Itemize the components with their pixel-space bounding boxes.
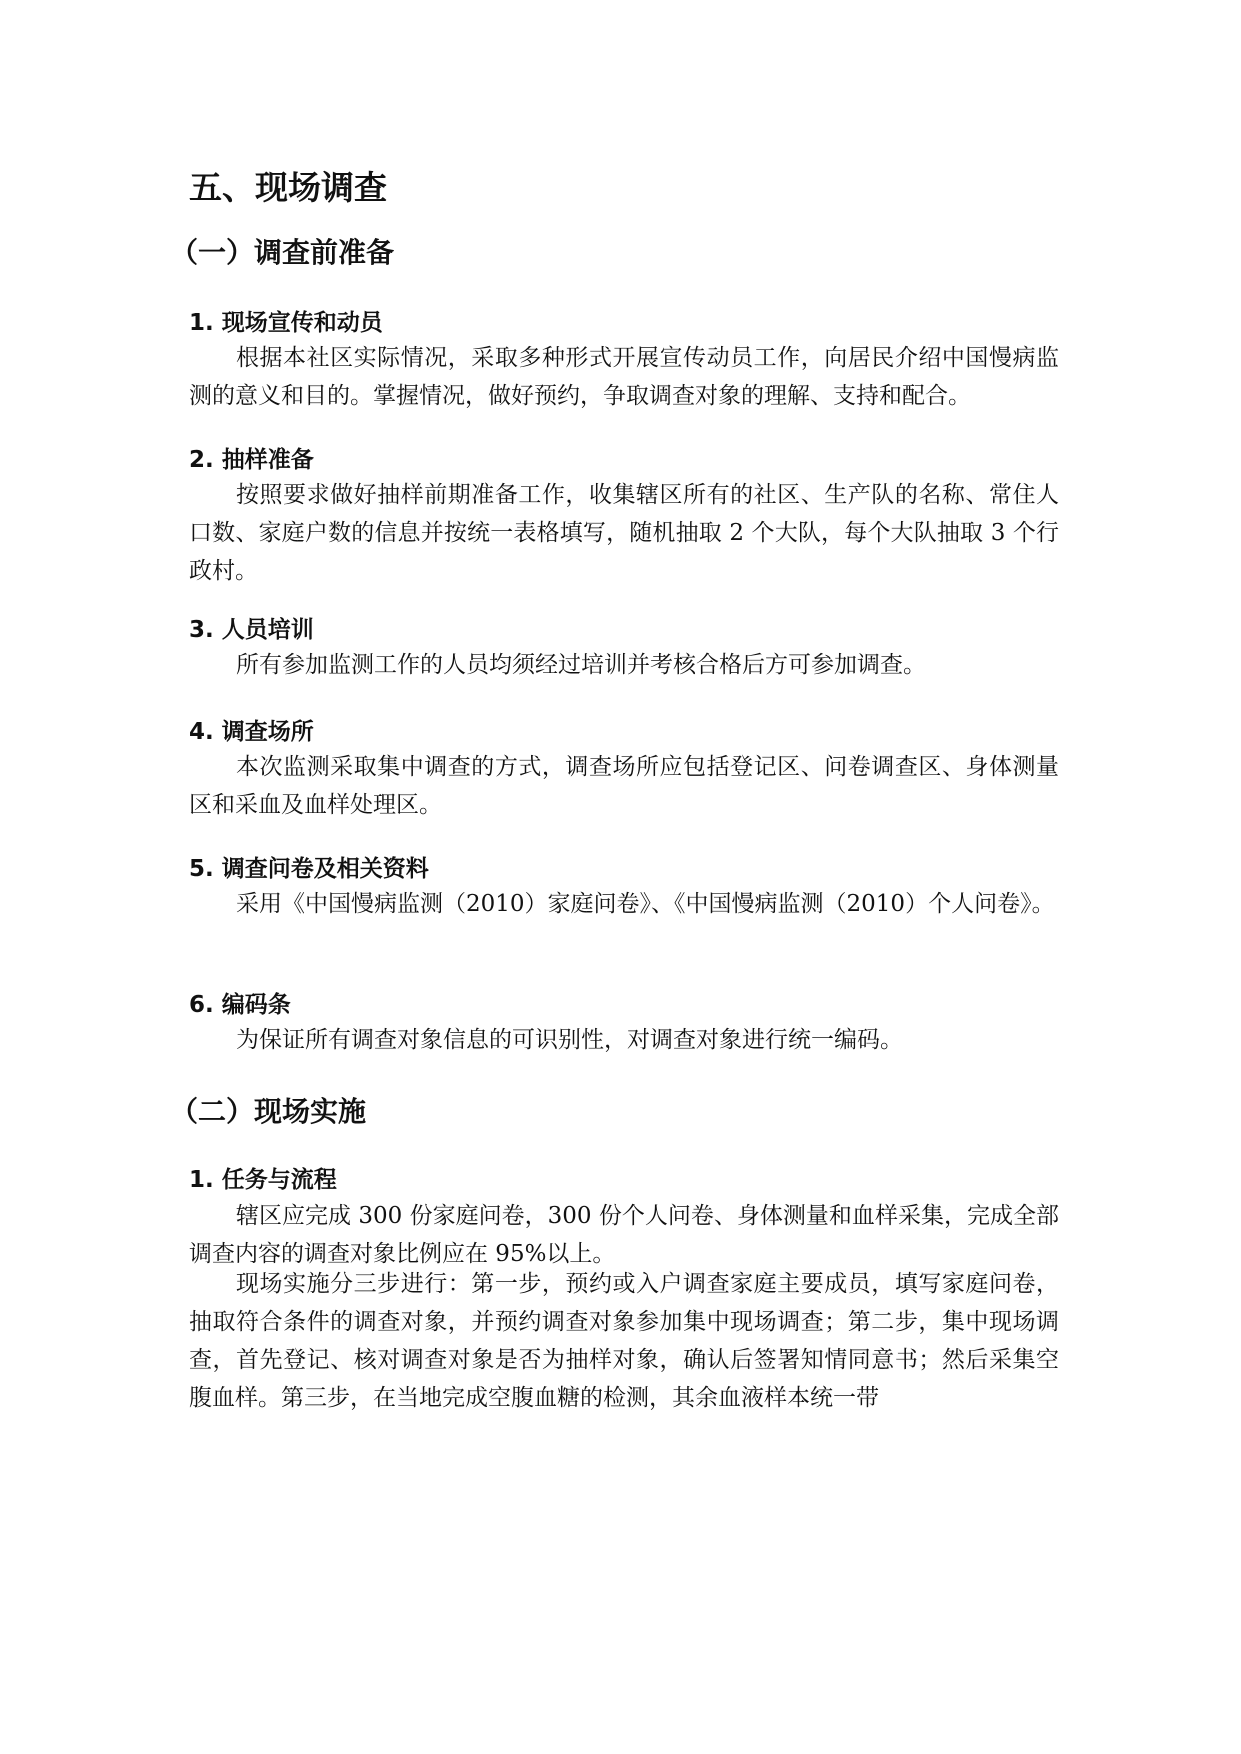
item-4-heading: 4. 调查场所 xyxy=(189,719,314,745)
item-6-heading: 6. 编码条 xyxy=(189,992,291,1018)
item-2-heading: 2. 抽样准备 xyxy=(189,447,314,473)
item-5-body: 采用《中国慢病监测（2010）家庭问卷》、《中国慢病监测（2010）个人问卷》。 xyxy=(236,891,1055,917)
item-1-heading: 1. 现场宣传和动员 xyxy=(189,310,383,336)
chapter-title: 五、现场调查 xyxy=(189,168,387,207)
task-body-paragraph-1: 辖区应完成 300 份家庭问卷，300 份个人问卷、身体测量和血样采集，完成全部调查内容的调查对象比例应在 95%以上。 xyxy=(189,1203,1059,1267)
item-4-body: 本次监测采取集中调查的方式，调查场所应包括登记区、问卷调查区、身体测量区和采血及血样处理区。 xyxy=(189,754,1059,818)
section-2-title: （二）现场实施 xyxy=(170,1095,367,1128)
item-6-body: 为保证所有调查对象信息的可识别性，对调查对象进行统一编码。 xyxy=(236,1027,903,1053)
item-1-body: 根据本社区实际情况，采取多种形式开展宣传动员工作，向居民介绍中国慢病监测的意义和目的。掌握情况，做好预约，争取调查对象的理解、支持和配合。 xyxy=(189,345,1059,409)
item-5-heading: 5. 调查问卷及相关资料 xyxy=(189,856,429,882)
item-3-body: 所有参加监测工作的人员均须经过培训并考核合格后方可参加调查。 xyxy=(236,652,926,678)
item-2-body: 按照要求做好抽样前期准备工作，收集辖区所有的社区、生产队的名称、常住人口数、家庭户数的信息并按统一表格填写，随机抽取 2 个大队，每个大队抽取 3 个行政村。 xyxy=(189,482,1059,584)
item-3-heading: 3. 人员培训 xyxy=(189,617,314,643)
section-1-title: （一）调查前准备 xyxy=(170,236,395,269)
task-body-paragraph-2: 现场实施分三步进行：第一步，预约或入户调查家庭主要成员，填写家庭问卷，抽取符合条件的调查对象，并预约调查对象参加集中现场调查；第二步，集中现场调查，首先登记、核对调查对象是否为抽样对象，确认后签署知情同意书；然后采集空腹血样。第三步，在当地完成空腹血糖的检测，其余血液样本统一带 xyxy=(189,1271,1059,1411)
task-heading: 1. 任务与流程 xyxy=(189,1167,337,1193)
